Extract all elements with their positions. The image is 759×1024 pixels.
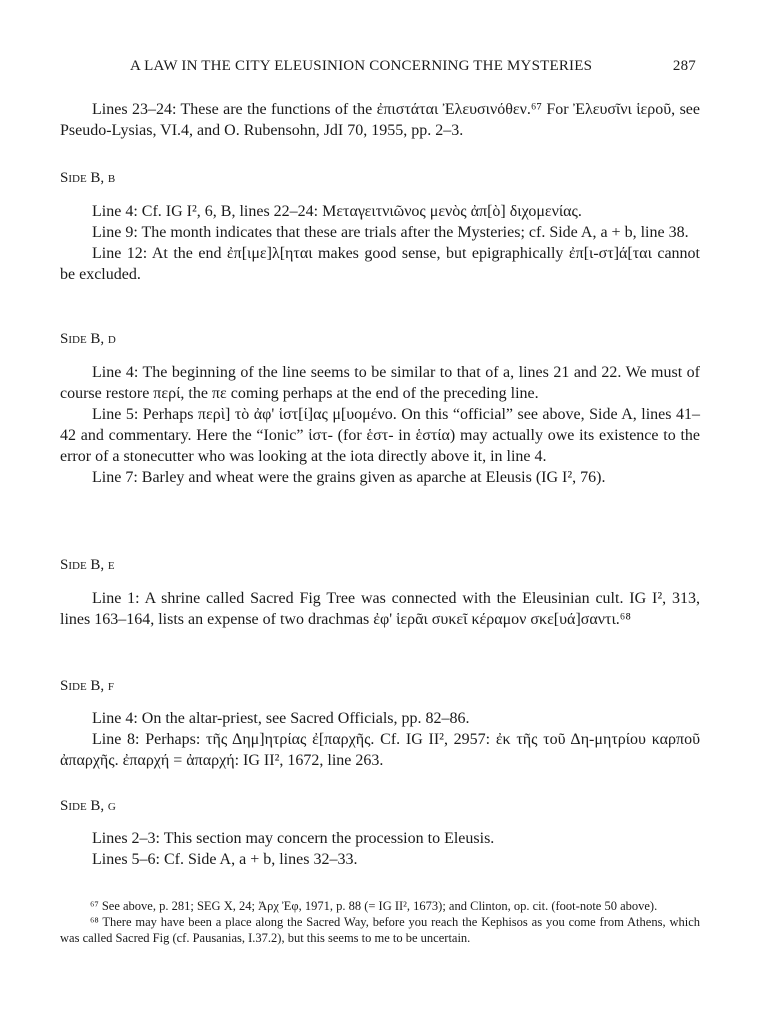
paragraph: Line 4: The beginning of the line seems to be similar to that of a, lines 21 and 22. We must of course restore περί, the πε coming perhaps at the end of the preceding line. xyxy=(60,364,700,402)
paragraph: Lines 5–6: Cf. Side A, a + b, lines 32–33. xyxy=(92,851,358,868)
paragraph: Line 1: A shrine called Sacred Fig Tree was connected with the Eleusinian cult. IG I², 313, lines 163–164, lists an expense of two drachmas ἐφ' ἱερᾶι συκεῖ κέραμον σκε[υά]σαντι.⁶⁸ xyxy=(60,590,700,628)
section-heading-side-b-d: Side B, d xyxy=(60,331,116,347)
paragraph: Line 8: Perhaps: τῆς Δημ]ητρίας ἐ[παρχῆς. Cf. IG II², 2957: ἐκ τῆς τοῦ Δη-μητρίου καρποῦ ἀπαρχῆς. ἐπαρχή = ἀπαρχή: IG II², 1672, line 263. xyxy=(60,731,700,769)
section-heading-side-b-g: Side B, g xyxy=(60,798,116,814)
section-side-b-b xyxy=(60,201,700,285)
section-heading-side-b-e: Side B, e xyxy=(60,557,115,573)
footnotes xyxy=(60,898,700,946)
footnote-67: ⁶⁷ See above, p. 281; SEG X, 24; Ἀρχ Ἐφ, 1971, p. 88 (= IG II², 1673); and Clinton, op. cit. (foot-note 50 above). xyxy=(90,899,658,913)
paragraph: Line 9: The month indicates that these are trials after the Mysteries; cf. Side A, a + b, line 38. xyxy=(92,224,689,241)
paragraph: Line 5: Perhaps περὶ] τὸ ἀφ' ἱστ[ί]ας μ[υομένο. On this “official” see above, Side A, lines 41–42 and commentary. Here the “Ionic” ἱστ- (for ἑστ- in ἑστία) may actually owe its existence to the error of a stonecutter who was looking at the iota directly above it, in line 4. xyxy=(60,406,700,465)
footnote-68: ⁶⁸ There may have been a place along the Sacred Way, before you reach the Kephisos as you come from Athens, which was called Sacred Fig (cf. Pausanias, I.37.2), but this seems to me to be uncertain. xyxy=(60,915,700,945)
section-heading-side-b-f: Side B, f xyxy=(60,678,115,694)
section-side-b-d xyxy=(60,362,700,488)
page-number: 287 xyxy=(672,58,696,74)
section-side-b-e xyxy=(60,588,700,630)
paragraph: Line 4: On the altar-priest, see Sacred Officials, pp. 82–86. xyxy=(92,710,470,727)
running-header xyxy=(130,58,696,75)
intro-block xyxy=(60,99,700,141)
running-title: A LAW IN THE CITY ELEUSINION CONCERNING THE MYSTERIES xyxy=(130,58,593,74)
paragraph: Line 12: At the end ἐπ[ιμε]λ[ηται makes good sense, but epigraphically ἐπ[ι-στ]ά[ται cannot be excluded. xyxy=(60,245,700,283)
paragraph: Line 7: Barley and wheat were the grains given as aparche at Eleusis (IG I², 76). xyxy=(92,469,606,486)
paragraph: Lines 2–3: This section may concern the procession to Eleusis. xyxy=(92,830,495,847)
paragraph: Line 4: Cf. IG I², 6, B, lines 22–24: Μεταγειτνιῶνος μενὸς ἀπ[ὸ] διχομενίας. xyxy=(92,203,582,220)
section-side-b-g xyxy=(60,828,700,870)
paragraph-lines-23-24: Lines 23–24: These are the functions of the ἐπιστάται Ἐλευσινόθεν.⁶⁷ For Ἐλευσῖνι ἱεροῦ, see Pseudo-Lysias, VI.4, and O. Rubensohn, JdI 70, 1955, pp. 2–3. xyxy=(60,101,700,139)
section-side-b-f xyxy=(60,708,700,771)
section-heading-side-b-b: Side B, b xyxy=(60,170,116,186)
